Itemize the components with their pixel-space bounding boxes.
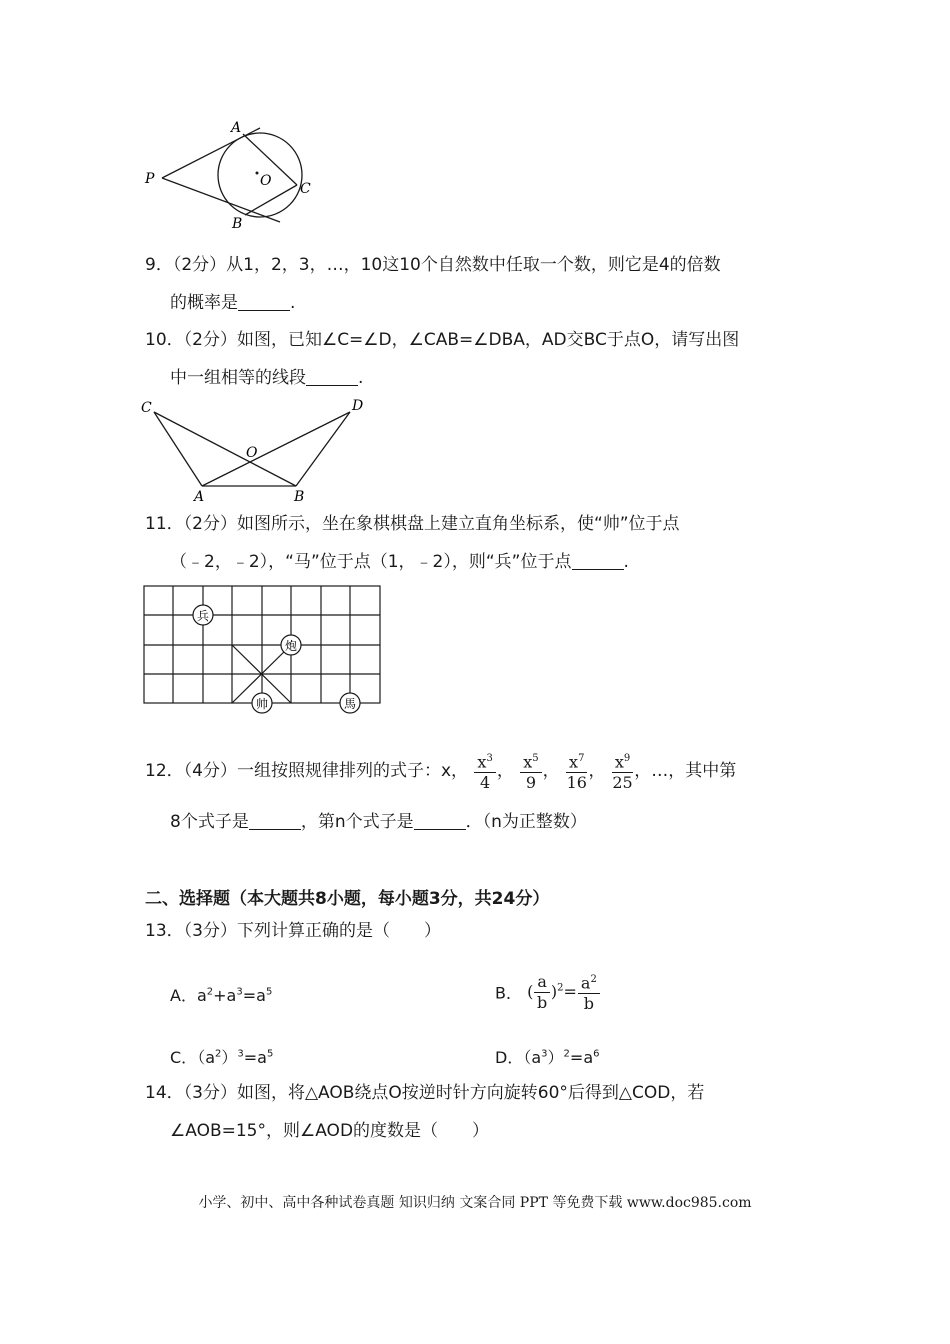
piece-bing-label: 兵 [196, 609, 210, 623]
q10-line2 [170, 368, 363, 388]
q14-line1: 14．（3分）如图，将△AOB绕点O按逆时针方向旋转60°后得到△COD，若 [145, 1083, 705, 1103]
q10-answer-blank[interactable] [306, 369, 358, 386]
piece-pao-label: 炮 [284, 639, 298, 653]
q9-line2-end: . [290, 293, 296, 313]
q9-line2-text: 的概率是 [170, 293, 238, 313]
q11-line1: 11．（2分）如图所示，坐在象棋棋盘上建立直角坐标系，使“帅”位于点 [145, 514, 680, 534]
q12-term-1: $\frac{x^3}{4}$ [474, 749, 495, 793]
q12-line2 [170, 812, 587, 832]
q10-line2-end: . [358, 368, 364, 388]
q12-answer-blank-2[interactable] [414, 813, 466, 830]
q12-term-4: $\frac{x^9}{25}$ [612, 749, 633, 793]
label-p: P [145, 171, 155, 187]
segment-db [296, 412, 350, 486]
circle-tangent-figure [140, 115, 330, 233]
q13-option-a-label: A． [170, 986, 197, 1005]
board-grid [144, 586, 380, 703]
label-b: B [232, 216, 243, 232]
q13-stem: 13．（3分）下列计算正确的是（ ） [145, 921, 441, 941]
piece-ma [340, 693, 360, 713]
piece-ma-label: 馬 [343, 697, 357, 711]
q14-line2: ∠AOB=15°，则∠AOD的度数是（ ） [170, 1121, 490, 1141]
q10-line2-text: 中一组相等的线段 [170, 368, 306, 388]
q11-line2-end: . [623, 552, 629, 572]
label-a: A [194, 489, 205, 505]
q11-answer-blank[interactable] [572, 553, 624, 570]
label-c: C [141, 400, 152, 416]
q9-answer-blank[interactable] [238, 294, 290, 311]
piece-shuai [252, 693, 272, 713]
q11-line2-text: （﹣2，﹣2），“马”位于点（1，﹣2），则“兵”位于点 [170, 552, 572, 572]
piece-bing [193, 605, 213, 625]
q12-prefix: 12．（4分）一组按照规律排列的式子：x， [145, 761, 469, 781]
label-o: O [246, 445, 258, 461]
q11-line2 [170, 552, 629, 572]
q13-option-d-label: D． [495, 1048, 524, 1067]
q13-option-a-text: $a^2+a^3=a^5$ [196, 986, 273, 1005]
q12-line2-b: ，第n个式子是 [300, 812, 414, 832]
crossing-triangles-figure [138, 395, 378, 505]
q12-term-2: $\frac{x^5}{9}$ [520, 749, 541, 793]
q13-option-b[interactable] [495, 970, 601, 1014]
section-2-title: 二、选择题（本大题共8小题，每小题3分，共24分） [145, 889, 550, 909]
q13-option-c[interactable] [170, 1045, 273, 1068]
q12-term-3: $\frac{x^7}{16}$ [566, 749, 587, 793]
q12-line1: 12．（4分）一组按照规律排列的式子：x， $\frac{x^3}{4}$ ， $\frac{x^5}{9}$ ， $\frac{x^7}{16}$ ， $\frac{x^9}{25}$ ，…，其中第 [145, 748, 736, 794]
center-dot [256, 172, 259, 175]
q13-option-d[interactable] [495, 1045, 600, 1068]
label-d: D [352, 398, 364, 414]
q13-option-d-text: $(a^3)^2=a^6$ [523, 1048, 600, 1067]
label-c: C [300, 181, 311, 197]
label-a: A [231, 120, 242, 136]
page-footer: 小学、初中、高中各种试卷真题 知识归纳 文案合同 PPT 等免费下载 www.doc985.com [198, 1195, 752, 1211]
piece-pao [281, 635, 301, 655]
q13-option-c-text: $(a^2)^3=a^5$ [197, 1048, 274, 1067]
q13-option-a[interactable] [170, 983, 272, 1006]
q12-line2-c: ．（n为正整数） [465, 812, 587, 832]
label-o: O [260, 173, 272, 189]
q9-line1: 9．（2分）从1，2，3，…，10这10个自然数中任取一个数，则它是4的倍数 [145, 255, 721, 275]
q12-line2-a: 8个式子是 [170, 812, 249, 832]
q13-option-b-expr: ( $\frac{a}{b}$ )$^2$= $\frac{a^2}{b}$ [527, 982, 601, 1001]
chessboard-figure [140, 582, 385, 717]
label-b: B [294, 489, 305, 505]
segment-bc [245, 185, 297, 215]
q9-line2 [170, 293, 295, 313]
segment-ca [154, 412, 202, 486]
q13-option-c-label: C． [170, 1048, 198, 1067]
q12-answer-blank-1[interactable] [249, 813, 301, 830]
q13-option-b-label: B． [495, 983, 522, 1003]
piece-shuai-label: 帅 [255, 697, 269, 711]
q10-line1: 10．（2分）如图，已知∠C=∠D，∠CAB=∠DBA，AD交BC于点O，请写出图 [145, 330, 740, 350]
q12-suffix: ，…，其中第 [634, 761, 737, 781]
